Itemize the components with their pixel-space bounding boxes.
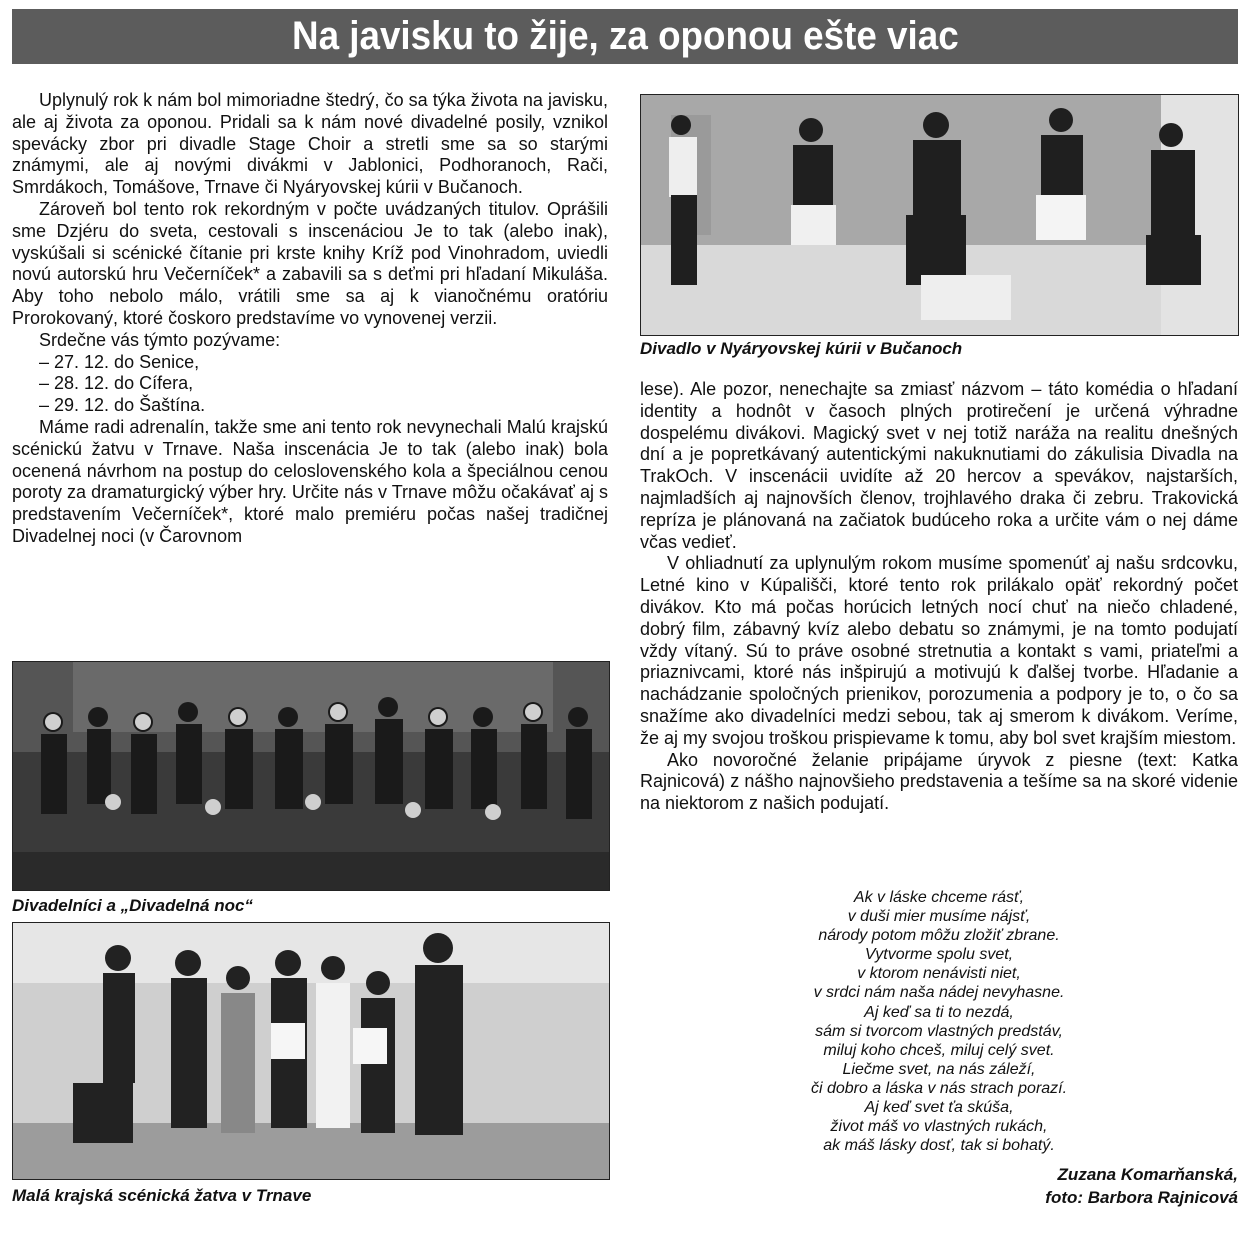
poem-line: v duši mier musíme nájsť, (847, 908, 1031, 926)
poem-line: Vytvorme spolu svet, (864, 946, 1014, 964)
photo-credit: foto: Barbora Rajnicová (1045, 1188, 1238, 1207)
list-item: – 27. 12. do Senice, (39, 351, 200, 372)
poem-line: či dobro a láska v nás strach porazí. (810, 1079, 1068, 1097)
poem-line: Aj keď svet ťa skúša, (864, 1099, 1014, 1117)
photo-night-image (13, 662, 609, 890)
poem-line: národy potom môžu zložiť zbrane. (818, 927, 1060, 945)
paragraph: Srdečne vás týmto pozývame: (39, 329, 281, 350)
photo-reading-bucany (640, 94, 1239, 336)
list-item: – 29. 12. do Šaštína. (39, 395, 206, 416)
page-title: Na javisku to žije, za oponou ešte viac (291, 14, 959, 58)
paragraph: Zároveň bol tento rok rekordným v počte uvádzaných titulov. Oprášili sme Dzjéru do sveta, cestovali s inscenáciou Je to tak (alebo inak), vyskúšali si scénické čítanie pri krste knihy Kríž pod Vinohradom, uviedli novú autorskú hru Večerníček* a zabavili sa s deťmi pri hľadaní Mikuláša. Aby toho nebolo málo, vrátili sme sa aj k vianočnému oratóriu Prorokovaný, ktoré čoskoro predstavíme vo vynovenej verzii. (12, 198, 608, 328)
poem-line: Aj keď sa ti to nezdá, (864, 1003, 1014, 1021)
paragraph: Máme radi adrenalín, takže sme ani tento rok nevynechali Malú krajskú scénickú žatvu v Trnave. Naša inscenácia Je to tak (alebo inak) bola ocenená návrhom na postup do celoslovenského kola a špeciálnou cenou poroty za dramaturgický výber hry. Určite nás v Trnave môžu očakávať aj s predstavením Večerníček*, ktoré malo premiéru počas našej tradičnej Divadelnej noci (v Čarovnom (12, 416, 608, 546)
poem-line: v ktorom nenávisti niet, (857, 965, 1021, 983)
right-column-text (640, 379, 1238, 815)
caption-photo-reading: Divadlo v Nyáryovskej kúrii v Bučanoch (640, 339, 963, 358)
left-column-text (12, 90, 608, 548)
photo-scenicka-zatva (12, 922, 610, 1180)
paragraph: V ohliadnutí za uplynulým rokom musíme spomenúť aj našu srdcovku, Letné kino v Kúpališči, ktoré tento rok prilákalo opäť rekordný počet divákov. Kto má počas horúcich letných nocí chuť na niečo chladené, dobrý film, zábavný kvíz alebo debatu so známymi, je na tomto podujatí vždy vítaný. Sú to práve osobné stretnutia a kontakt s vami, priateľmi a priaznivcami, ktoré nás inšpirujú a motivujú k ďalšej tvorbe. Hľadanie a nachádzanie spoločných prienikov, porozumenia a podpory je to, o čo sa snažíme ako divadelníci medzi sebou, tak aj smerom k divákom. Veríme, že aj my svojou troškou prispievame k tomu, aby bol svet krajším miestom. (640, 553, 1238, 748)
poem-line: miluj koho chceš, miluj celý svet. (823, 1041, 1055, 1059)
caption-photo-night: Divadelníci a „Divadelná noc“ (12, 896, 253, 915)
caption-photo-harvest: Malá krajská scénická žatva v Trnave (12, 1186, 312, 1205)
poem-line: Liečme svet, na nás záleží, (842, 1060, 1036, 1078)
paragraph: Uplynulý rok k nám bol mimoriadne štedrý, čo sa týka života na javisku, ale aj života za oponou. Pridali sa k nám nové divadelné posily, vznikol spevácky zbor pri divadle Stage Choir a stretli sme sa so starými známymi, ale aj novými divákmi v Jablonici, Podhoranoch, Rači, Smrdákoch, Tomášove, Trnave či Nyáryovskej kúrii v Bučanoch. (12, 90, 608, 198)
paragraph: Ako novoročné želanie pripájame úryvok z piesne (text: Katka Rajnicová) z nášho najnovšieho predstavenia a tešíme sa na skoré videnie na niektorom z našich podujatí. (640, 749, 1238, 814)
poem-line: ak máš lásky dosť, tak si bohatý. (823, 1137, 1055, 1155)
paragraph: lese). Ale pozor, nenechajte sa zmiasť názvom – táto komédia o hľadaní identity a hodnôt v časoch plných protirečení je určená výhradne dospelému divákovi. Magický svet v nej totiž naráža na realitu dnešných dní a je popretkávaný autentickými nakuknutiami do zákulisia Divadla na TrakOch. V inscenácii uvidíte až 20 hercov a spevákov, najstarších, najmladších aj najnovších členov, trojhlavého draka či zebru. Trakovická repríza je plánovaná na začiatok budúceho roka a určite vám o nej dáme včas vedieť. (640, 379, 1238, 552)
photo-reading-image (641, 95, 1238, 335)
signature (1045, 1163, 1238, 1209)
poem-line: Ak v láske chceme rásť, (853, 889, 1025, 906)
photo-divadelna-noc (12, 661, 610, 891)
poem-line: život máš vo vlastných rukách, (830, 1118, 1048, 1136)
song-excerpt (640, 888, 1238, 1155)
list-item: – 28. 12. do Cífera, (39, 373, 194, 394)
poem-line: v srdci nám naša nádej nevyhasne. (813, 984, 1065, 1002)
author-name: Zuzana Komarňanská, (1057, 1165, 1238, 1184)
headline-banner (12, 9, 1238, 64)
photo-harvest-image (13, 923, 609, 1179)
poem-line: sám si tvorcom vlastných predstáv, (815, 1022, 1063, 1040)
